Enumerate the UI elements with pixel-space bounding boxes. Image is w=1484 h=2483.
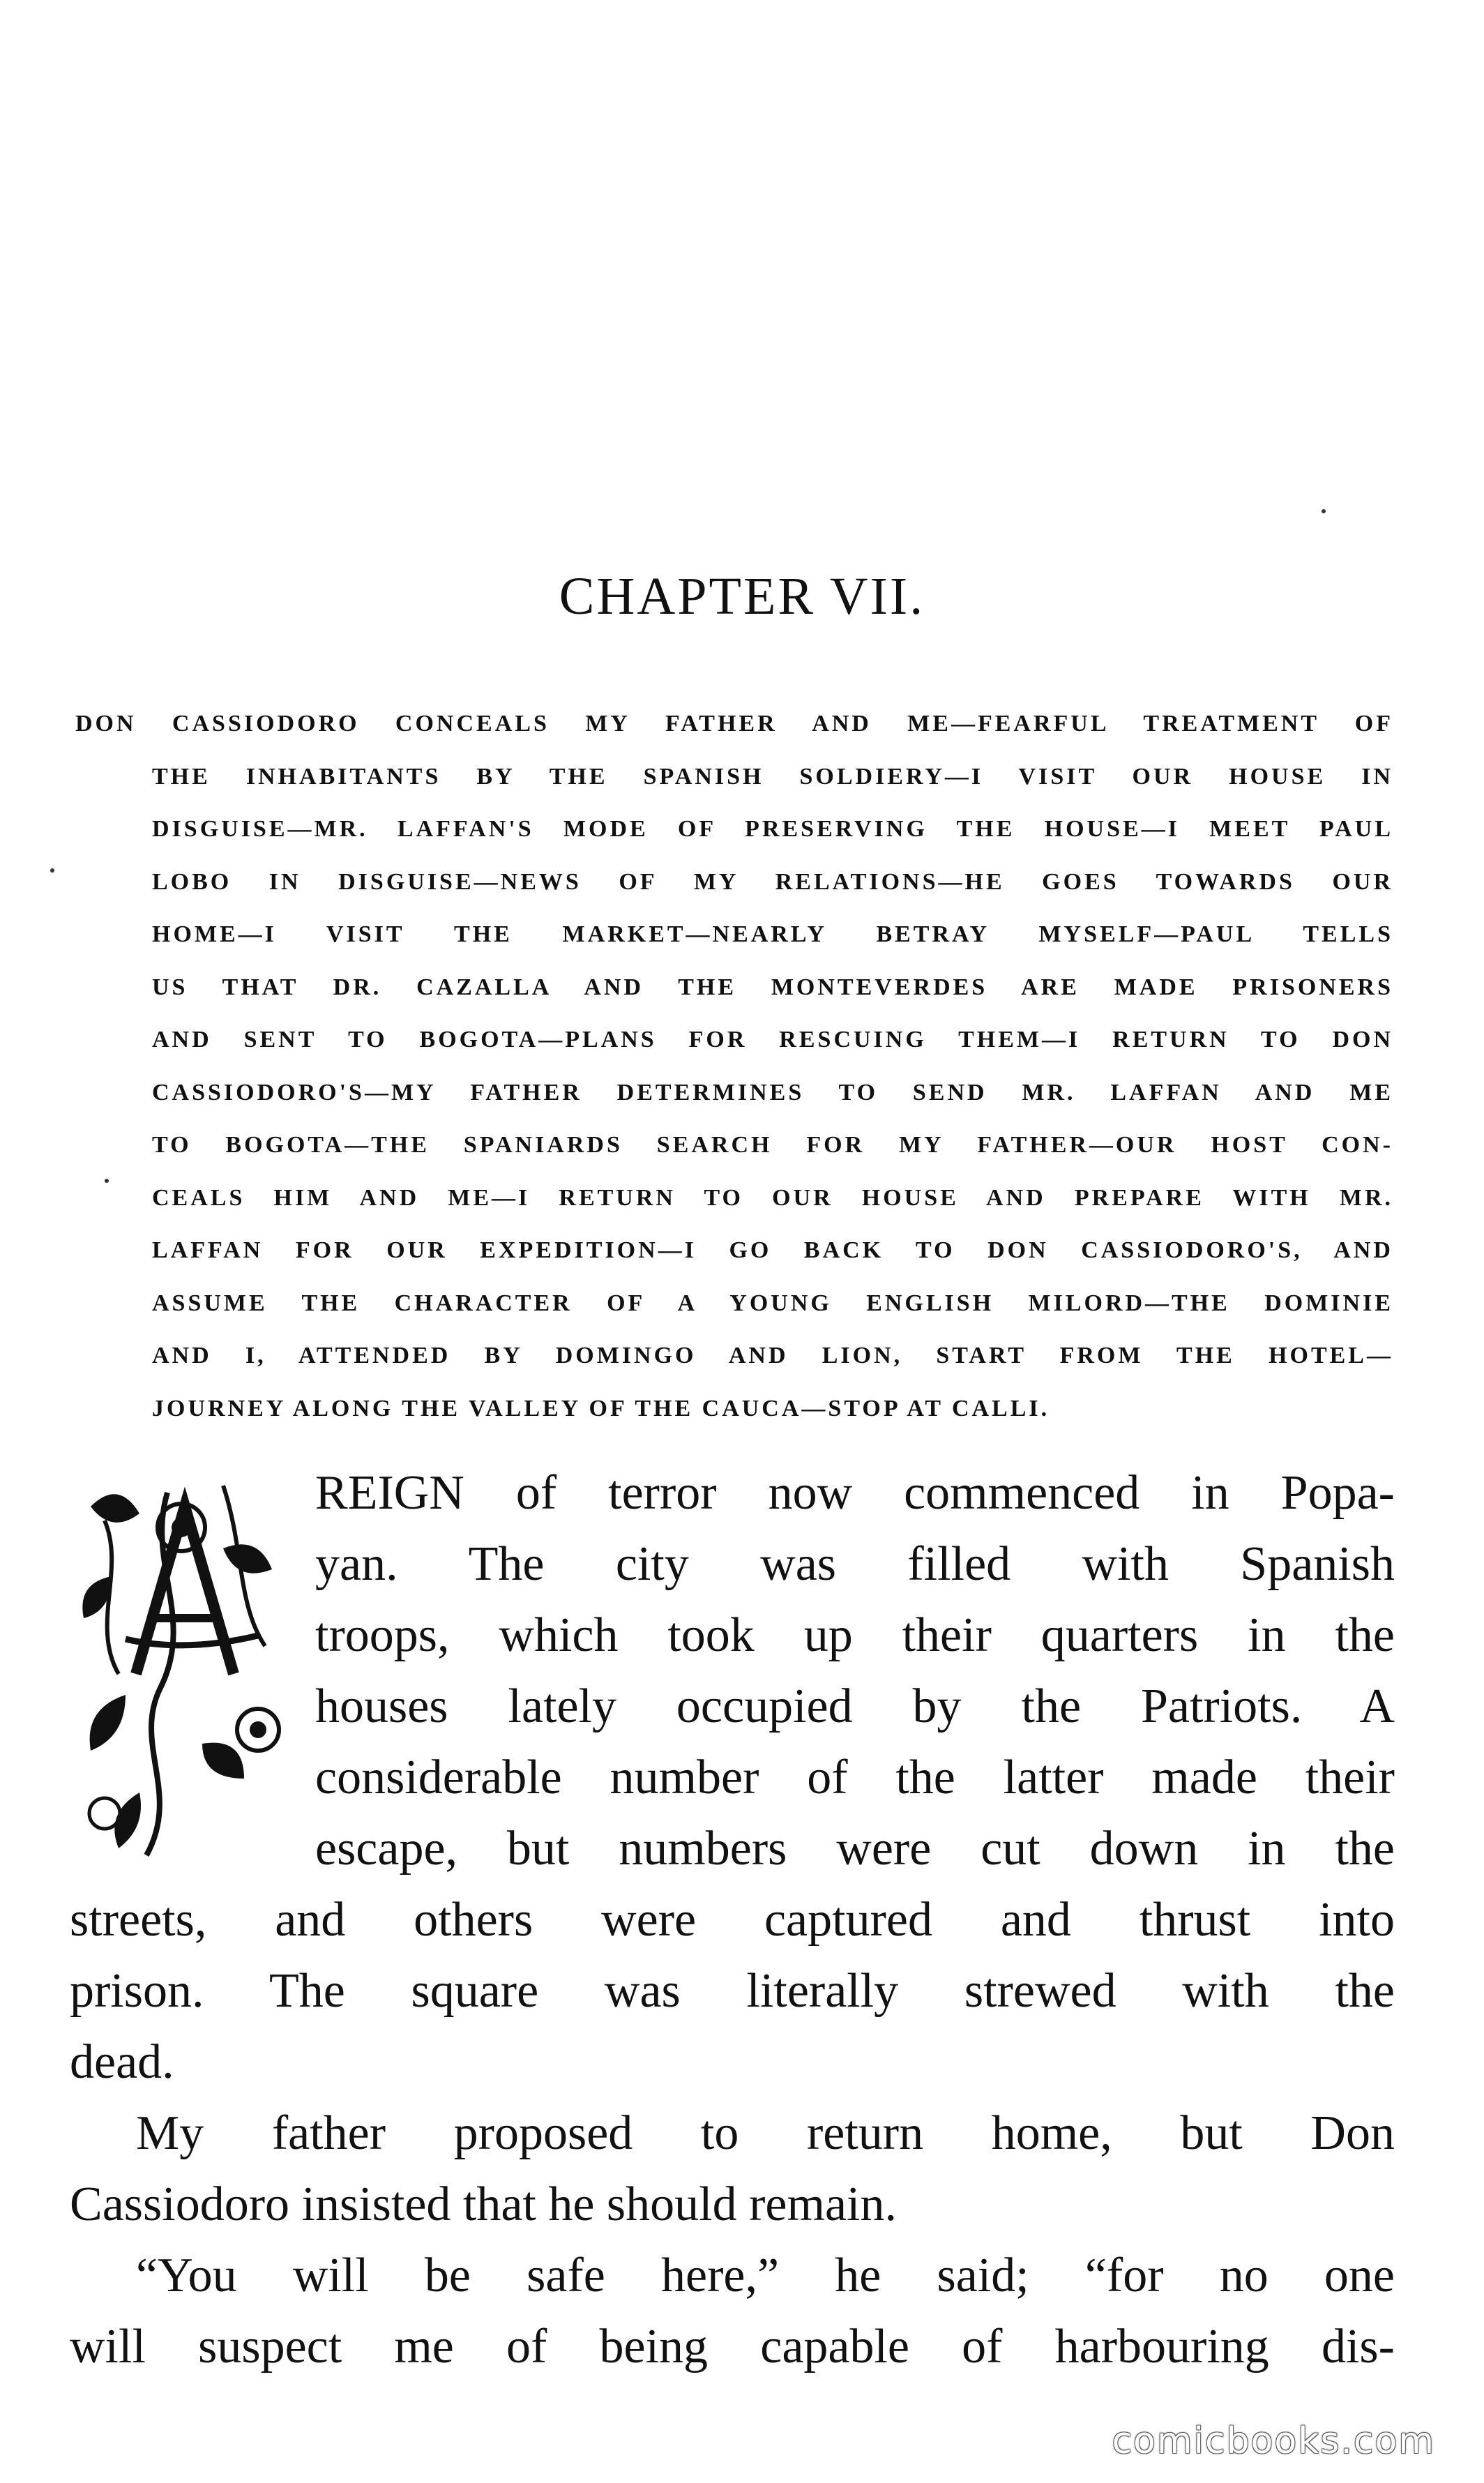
paragraph-line: “You will be safe here,” he said; “for no one xyxy=(136,2249,1395,2302)
summary-line: CEALS HIM AND ME—I RETURN TO OUR HOUSE AND PREPARE WITH MR. xyxy=(152,1184,1393,1211)
summary-line: HOME—I VISIT THE MARKET—NEARLY BETRAY MYSELF—PAUL TELLS xyxy=(152,921,1393,947)
paragraph-line: troops, which took up their quarters in the xyxy=(315,1608,1395,1662)
summary-line: DISGUISE—MR. LAFFAN'S MODE OF PRESERVING THE HOUSE—I MEET PAUL xyxy=(152,816,1393,842)
summary-line: AND SENT TO BOGOTA—PLANS FOR RESCUING THEM—I RETURN TO DON xyxy=(152,1027,1393,1052)
paragraph-line: streets, and others were captured and thrust into xyxy=(70,1893,1395,1947)
paragraph-line: houses lately occupied by the Patriots. A xyxy=(315,1680,1395,1733)
summary-line: DON CASSIODORO CONCEALS MY FATHER AND ME—FEARFUL TREATMENT OF xyxy=(75,711,1393,737)
paragraph-line: escape, but numbers were cut down in the xyxy=(315,1822,1395,1876)
summary-line: JOURNEY ALONG THE VALLEY OF THE CAUCA—STOP AT CALLI. xyxy=(152,1395,1050,1421)
print-speck xyxy=(1322,509,1326,513)
body-text xyxy=(70,1458,1395,2383)
print-speck xyxy=(50,868,54,873)
summary-line: AND I, ATTENDED BY DOMINGO AND LION, START FROM THE HOTEL— xyxy=(152,1343,1393,1368)
paragraph-line: Cassiodoro insisted that he should remain. xyxy=(70,2178,897,2231)
paragraph-line: dead. xyxy=(70,2035,174,2089)
summary-line: LOBO IN DISGUISE—NEWS OF MY RELATIONS—HE GOES TOWARDS OUR xyxy=(152,868,1393,895)
paragraph-line: prison. The square was literally strewed with the xyxy=(70,1964,1395,2018)
summary-line: THE INHABITANTS BY THE SPANISH SOLDIERY—I VISIT OUR HOUSE IN xyxy=(152,763,1393,790)
summary-line: CASSIODORO'S—MY FATHER DETERMINES TO SEND MR. LAFFAN AND ME xyxy=(152,1079,1393,1105)
chapter-title: CHAPTER VII. xyxy=(559,567,925,626)
print-speck xyxy=(105,1179,109,1183)
summary-line: LAFFAN FOR OUR EXPEDITION—I GO BACK TO DON CASSIODORO'S, AND xyxy=(152,1237,1393,1263)
paragraph-line: will suspect me of being capable of harbouring dis- xyxy=(70,2320,1395,2373)
paragraph-line: considerable number of the latter made their xyxy=(315,1751,1395,1804)
summary-line: TO BOGOTA—THE SPANIARDS SEARCH FOR MY FATHER—OUR HOST CON- xyxy=(152,1132,1393,1158)
summary-line: US THAT DR. CAZALLA AND THE MONTEVERDES ARE MADE PRISONERS xyxy=(152,974,1393,1000)
paragraph-line: My father proposed to return home, but Don xyxy=(136,2106,1395,2160)
summary-line: ASSUME THE CHARACTER OF A YOUNG ENGLISH MILORD—THE DOMINIE xyxy=(152,1290,1393,1316)
chapter-summary xyxy=(75,697,1393,1435)
paragraph-line: REIGN of terror now commenced in Popa- xyxy=(315,1466,1395,1520)
watermark: comicbooks.com xyxy=(1112,2420,1435,2462)
paragraph-line: yan. The city was filled with Spanish xyxy=(315,1537,1395,1591)
